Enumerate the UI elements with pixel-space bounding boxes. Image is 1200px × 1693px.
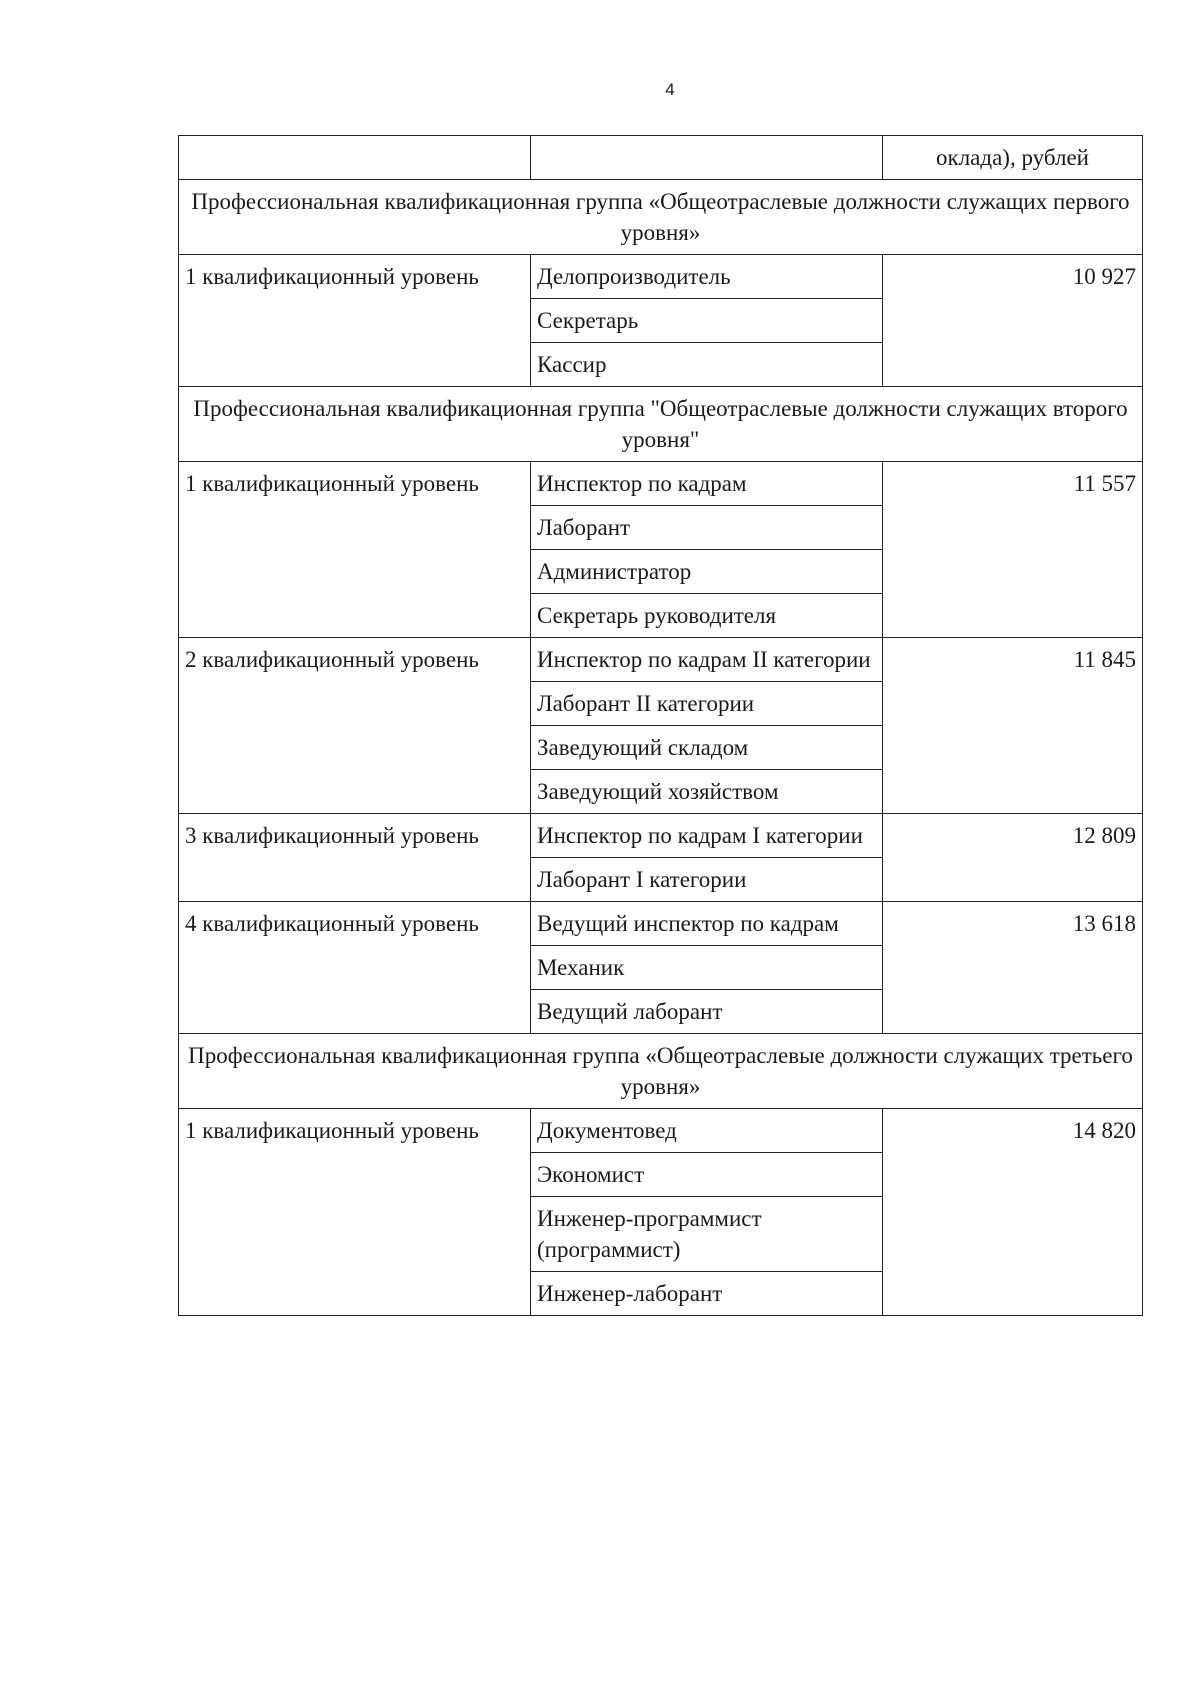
position-cell: Кассир: [531, 343, 883, 387]
group-title: Профессиональная квалификационная группа «Общеотраслевые должности служащих третьего уровня»: [179, 1034, 1143, 1109]
group-row: [179, 387, 1143, 462]
qualification-level: 4 квалификационный уровень: [179, 902, 531, 1034]
table-row: [179, 1109, 1143, 1153]
qualification-level: 2 квалификационный уровень: [179, 638, 531, 814]
position-cell: Ведущий лаборант: [531, 990, 883, 1034]
qualification-level: 1 квалификационный уровень: [179, 255, 531, 387]
position-cell: Заведующий складом: [531, 726, 883, 770]
table-row: [179, 814, 1143, 858]
salary-amount: 10 927: [883, 255, 1143, 387]
salary-table: [178, 135, 1143, 1316]
group-row: [179, 180, 1143, 255]
qualification-level: 1 квалификационный уровень: [179, 1109, 531, 1316]
position-cell: Документовед: [531, 1109, 883, 1153]
position-cell: Делопроизводитель: [531, 255, 883, 299]
position-cell: Инспектор по кадрам II категории: [531, 638, 883, 682]
position-cell: Лаборант: [531, 506, 883, 550]
position-cell: Лаборант I категории: [531, 858, 883, 902]
position-cell: Инспектор по кадрам I категории: [531, 814, 883, 858]
position-cell: Администратор: [531, 550, 883, 594]
group-title: Профессиональная квалификационная группа "Общеотраслевые должности служащих второго уровня": [179, 387, 1143, 462]
page-number: 4: [665, 80, 675, 99]
qualification-level: 1 квалификационный уровень: [179, 462, 531, 638]
position-cell: Секретарь руководителя: [531, 594, 883, 638]
table-header-row: [179, 136, 1143, 180]
table-row: [179, 902, 1143, 946]
header-cell-empty: [531, 136, 883, 180]
qualification-level: 3 квалификационный уровень: [179, 814, 531, 902]
table-row: [179, 462, 1143, 506]
position-cell: Механик: [531, 946, 883, 990]
position-cell: Секретарь: [531, 299, 883, 343]
group-title: Профессиональная квалификационная группа «Общеотраслевые должности служащих первого уровня»: [179, 180, 1143, 255]
salary-amount: 12 809: [883, 814, 1143, 902]
header-cell-empty: [179, 136, 531, 180]
salary-amount: 11 557: [883, 462, 1143, 638]
group-row: [179, 1034, 1143, 1109]
salary-amount: 14 820: [883, 1109, 1143, 1316]
position-cell: Инженер-лаборант: [531, 1272, 883, 1316]
salary-amount: 11 845: [883, 638, 1143, 814]
table-row: [179, 255, 1143, 299]
position-cell: Заведующий хозяйством: [531, 770, 883, 814]
position-cell: Ведущий инспектор по кадрам: [531, 902, 883, 946]
position-cell: Инженер-программист (программист): [531, 1197, 883, 1272]
table-row: [179, 638, 1143, 682]
header-unit-cell: оклада), рублей: [883, 136, 1143, 180]
position-cell: Экономист: [531, 1153, 883, 1197]
position-cell: Лаборант II категории: [531, 682, 883, 726]
position-cell: Инспектор по кадрам: [531, 462, 883, 506]
salary-amount: 13 618: [883, 902, 1143, 1034]
